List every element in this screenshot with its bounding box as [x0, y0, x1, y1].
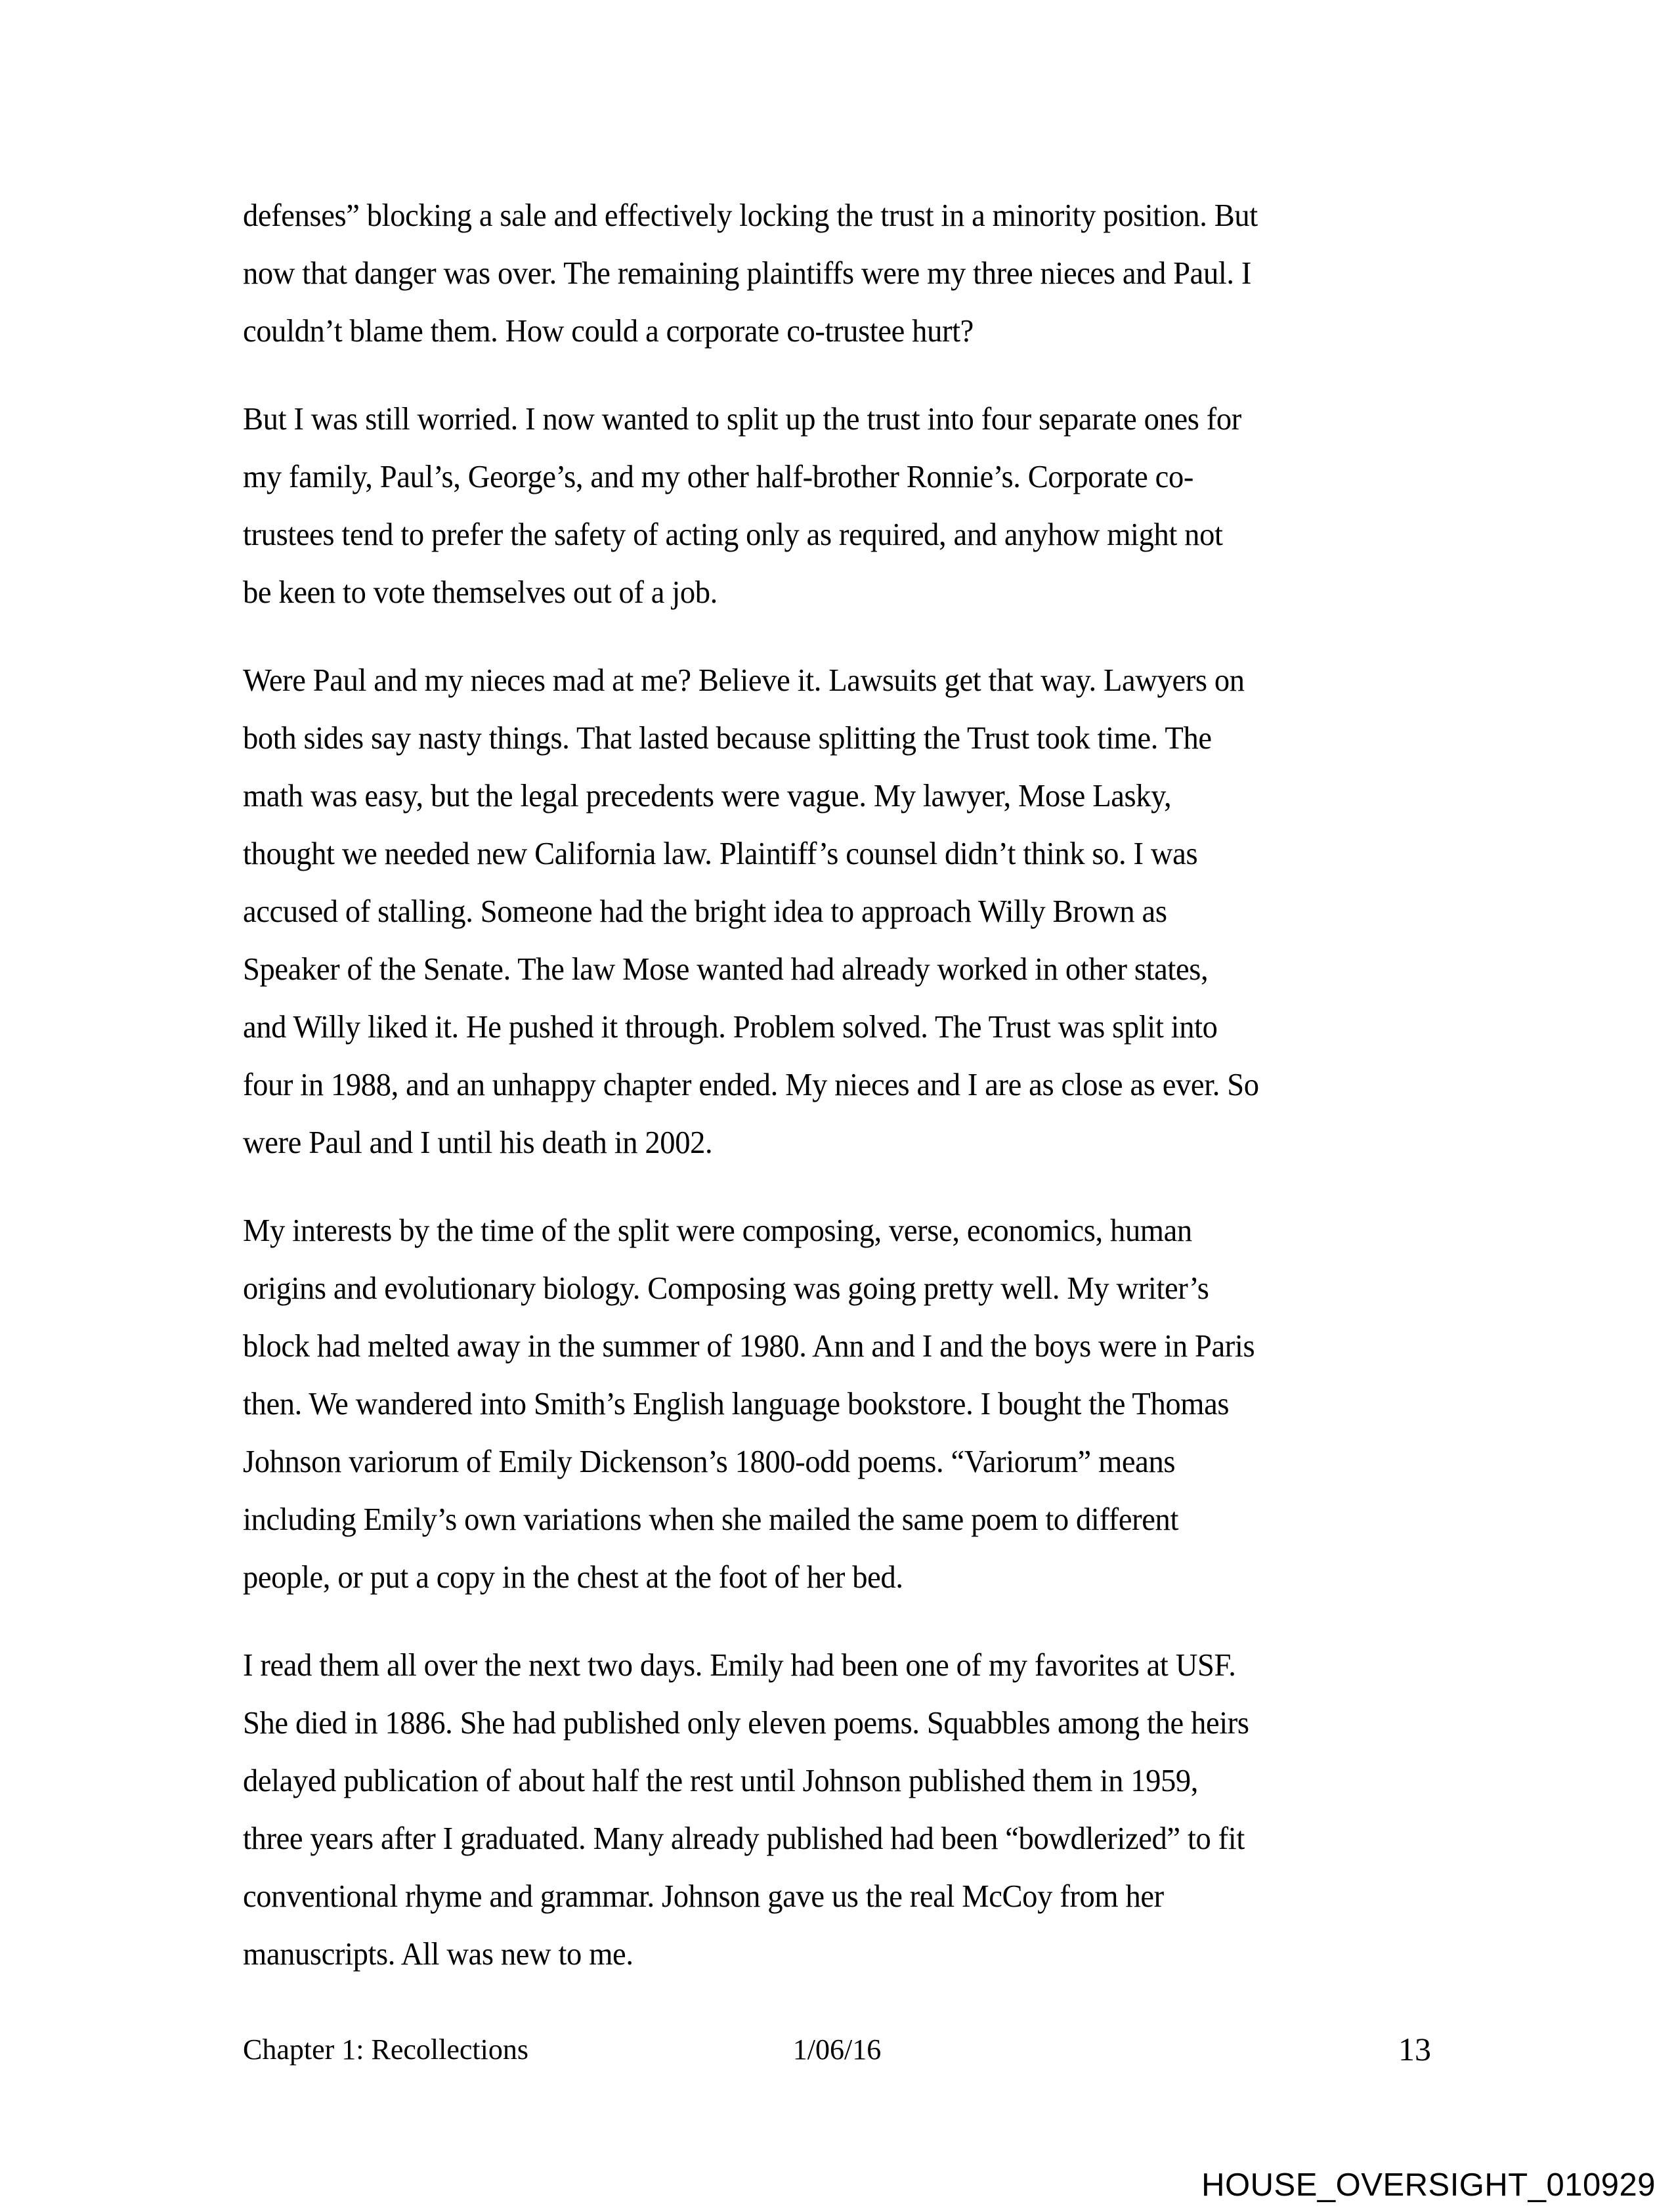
footer-page-number: 13: [1398, 2031, 1431, 2068]
paragraph: [243, 1202, 1428, 1606]
body-line: origins and evolutionary biology. Composing was going pretty well. My writer’s: [243, 1270, 1209, 1306]
body-line: conventional rhyme and grammar. Johnson gave us the real McCoy from her: [243, 1878, 1164, 1914]
body-line: were Paul and I until his death in 2002.: [243, 1124, 713, 1160]
body-line: Speaker of the Senate. The law Mose wanted had already worked in other states,: [243, 951, 1209, 987]
body-line: block had melted away in the summer of 1980. Ann and I and the boys were in Paris: [243, 1328, 1255, 1364]
body-line: But I was still worried. I now wanted to split up the trust into four separate ones for: [243, 401, 1241, 437]
body-line: Were Paul and my nieces mad at me? Believe it. Lawsuits get that way. Lawyers on: [243, 662, 1245, 698]
body-line: trustees tend to prefer the safety of acting only as required, and anyhow might not: [243, 516, 1223, 552]
paragraph: [243, 390, 1428, 621]
body-line: math was easy, but the legal precedents were vague. My lawyer, Mose Lasky,: [243, 777, 1172, 813]
body-line: Johnson variorum of Emily Dickenson’s 1800-odd poems. “Variorum” means: [243, 1443, 1176, 1479]
body-line: She died in 1886. She had published only eleven poems. Squabbles among the heirs: [243, 1704, 1249, 1741]
body-line: delayed publication of about half the rest until Johnson published them in 1959,: [243, 1762, 1199, 1798]
page-footer: [243, 2033, 1431, 2072]
body-line: including Emily’s own variations when she mailed the same poem to different: [243, 1501, 1179, 1537]
paragraph: [243, 651, 1428, 1171]
body-line: and Willy liked it. He pushed it through. Problem solved. The Trust was split into: [243, 1008, 1218, 1045]
bates-stamp: HOUSE_OVERSIGHT_010929: [1201, 2167, 1656, 2203]
body-line: four in 1988, and an unhappy chapter ended. My nieces and I are as close as ever. So: [243, 1066, 1259, 1102]
body-line: accused of stalling. Someone had the bright idea to approach Willy Brown as: [243, 893, 1167, 929]
document-body: [243, 186, 1428, 2013]
body-line: couldn’t blame them. How could a corporate co-trustee hurt?: [243, 313, 974, 349]
body-line: three years after I graduated. Many already published had been “bowdlerized” to fit: [243, 1820, 1245, 1856]
body-line: I read them all over the next two days. Emily had been one of my favorites at USF.: [243, 1647, 1236, 1683]
body-line: now that danger was over. The remaining plaintiffs were my three nieces and Paul. I: [243, 255, 1252, 291]
body-line: my family, Paul’s, George’s, and my other half-brother Ronnie’s. Corporate co-: [243, 458, 1193, 494]
body-line: people, or put a copy in the chest at the foot of her bed.: [243, 1559, 903, 1595]
body-line: be keen to vote themselves out of a job.: [243, 574, 718, 610]
body-line: both sides say nasty things. That lasted because splitting the Trust took time. The: [243, 720, 1212, 756]
body-line: then. We wandered into Smith’s English language bookstore. I bought the Thomas: [243, 1385, 1230, 1421]
body-line: thought we needed new California law. Plaintiff’s counsel didn’t think so. I was: [243, 835, 1198, 871]
footer-chapter-label: Chapter 1: Recollections: [243, 2033, 528, 2066]
paragraph: [243, 1636, 1428, 1983]
body-line: defenses” blocking a sale and effectively locking the trust in a minority position. But: [243, 197, 1258, 233]
paragraph: [243, 186, 1428, 360]
body-line: manuscripts. All was new to me.: [243, 1936, 633, 1972]
footer-date: 1/06/16: [792, 2033, 882, 2066]
body-line: My interests by the time of the split were composing, verse, economics, human: [243, 1212, 1192, 1248]
